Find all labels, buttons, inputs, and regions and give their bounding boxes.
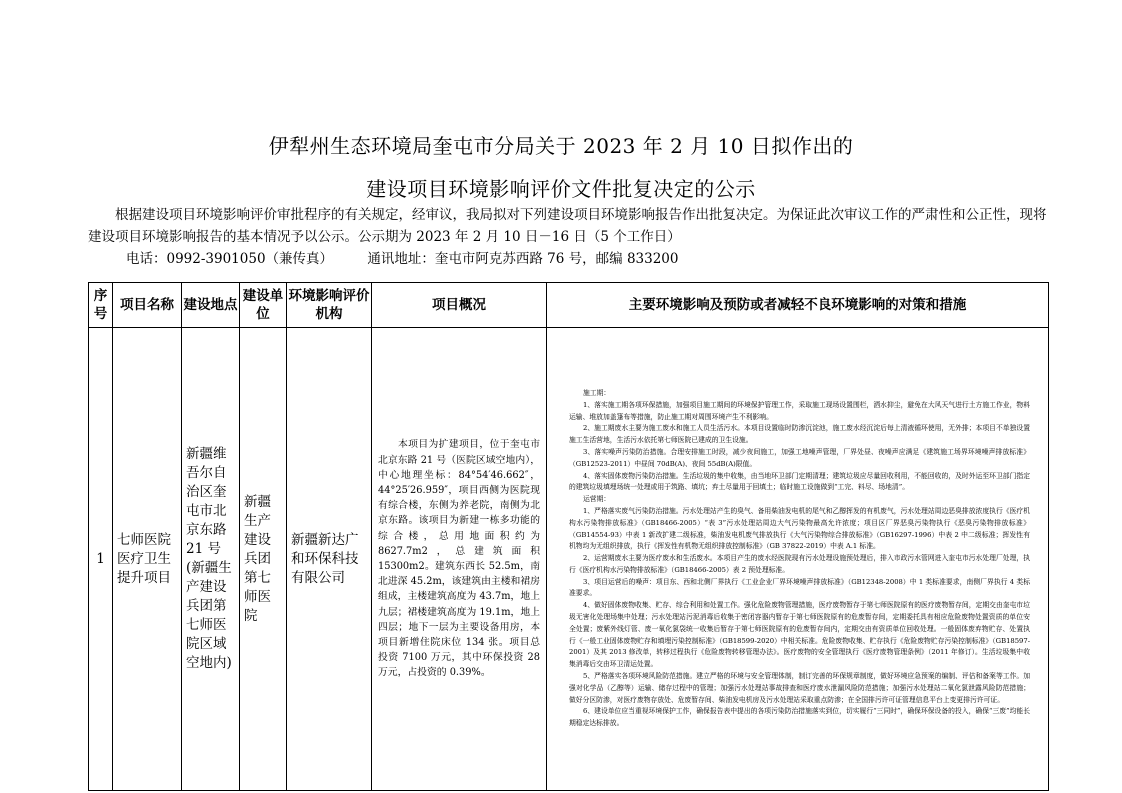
cell-location: 新疆维吾尔自治区奎屯市北京东路 21 号(新疆生产建设兵团第七师医院区域空地内) [182, 328, 240, 791]
cell-unit: 新疆生产建设兵团第七师医院 [240, 328, 287, 791]
measure-item: 2、施工期废水主要为施工废水和施工人员生活污水。本项目设置临时防渗沉淀池，施工废水经沉淀后每上清液循环使用，无外排；本项目不单独设置施工生活营地，生活污水依托第七师医院已建成的卫生设施。 [569, 424, 1030, 445]
cell-no: 1 [89, 328, 113, 791]
contact-line [88, 248, 1048, 270]
header-summary: 项目概况 [372, 283, 547, 328]
measure-item: 3、落实噪声污染防治措施。合理安排施工时段，减少夜间施工，加强工地噪声管理，厂界处昼、夜噪声应满足《建筑施工场界环境噪声排放标准》（GB12523-2011）中昼间 70dB(A)、夜间 55dB(A)限值。 [569, 447, 1030, 468]
header-eia-org: 环境影响评价机构 [287, 283, 372, 328]
title-line-1: 伊犁州生态环境局奎屯市分局关于 2023 年 2 月 10 日拟作出的 [268, 134, 854, 158]
phone-text: 电话：0992-3901050（兼传真） [126, 251, 334, 267]
cell-measures [547, 328, 1049, 791]
header-location: 建设地点 [182, 283, 240, 328]
table-header-row [89, 283, 1049, 328]
measure-item: 2、运营期废水主要为医疗废水和生活废水。本项目产生的废水经医院现有污水处理设施预处理后，排入市政污水管网进入奎屯市污水处理厂处理，执行《医疗机构水污染物排放标准》（GB18466-2005）表 2 预处理标准。 [569, 554, 1030, 574]
header-measures: 主要环境影响及预防或者减轻不良环境影响的对策和措施 [547, 283, 1049, 328]
cell-project-name: 七师医院医疗卫生提升项目 [113, 328, 182, 791]
measure-item: 4、落实固体废物污染防治措施。生活垃圾的集中收集，由当地环卫部门定期清理；建筑垃圾应尽量回收利用，不能回收的，及时外运至环卫部门指定的建筑垃圾填埋场统一处理或用于筑路、填坑；弃土尽量用于回填土；临时施工设施做到“工完、料尽、场地清”。 [569, 471, 1030, 492]
measure-item: 3、项目运营后的噪声：项目东、西和北侧厂界执行《工业企业厂界环境噪声排放标准》（GB12348-2008）中 1 类标准要求，南侧厂界执行 4 类标准要求。 [569, 577, 1030, 598]
measure-item: 6、建设单位应当重视环境保护工作，确保报告表中提出的各项污染防治措施落实到位，切实履行“三同时”，确保环保设备的投入，确保“三废”均能长期稳定达标排放。 [569, 707, 1030, 728]
measure-item: 1、落实施工期各项环保措施，加强项目施工期间的环境保护管理工作，采取施工现场设置围栏，洒水抑尘，避免在大风天气进行土方施工作业，物料运输、堆放加盖篷布等措施，防止施工期对周围环境产生不利影响。 [569, 400, 1030, 421]
measure-heading-construction: 施工期： [583, 388, 611, 397]
summary-text: 本项目为扩建项目，位于奎屯市北京东路 21 号（医院区域空地内），中心地理坐标：84°54′46.662″，44°25′26.959″，项目西侧为医院现有综合楼，东侧为养老院，南侧为北京东路。该项目为新建一栋多功能的综合楼，总用地面积约为 8627.7m2，总建筑面积 15300m2。建筑东西长 52.5m，南北进深 45.2m，该建筑由主楼和裙房组成，主楼建筑高度为 43.7m，地上九层；裙楼建筑高度为 19.1m，地上四层；地下一层为主要设备用房，本项目新增住院床位 134 张。项目总投资 7100 万元，其中环保投资 28 万元，占投资的 0.39%。 [378, 439, 540, 679]
header-unit: 建设单位 [240, 283, 287, 328]
measure-item: 1、严格落实废气污染防治措施。污水处理站产生的臭气、备用柴油发电机的尾气和乙醇挥发的有机废气，污水处理站周边恶臭排放浓度执行《医疗机构水污染物排放标准》（GB18466-2005）“表 3”污水处理站周边大气污染物最高允许浓度；项目区厂界恶臭污染物执行《恶臭污染物排放标准》（GB14554-93）中表 1 新改扩建二级标准，柴油发电机废气排放执行《大气污染物综合排放标准》（GB16297-1996）中表 2 中二级标准；挥发性有机物均为无组织排放，执行《挥发性有机物无组织排放控制标准》（GB 37822-2019）中表 A.1 标准。 [569, 506, 1030, 551]
header-no: 序号 [89, 283, 113, 328]
projects-table [88, 282, 1049, 791]
measure-item: 4、做好固体废物收集、贮存、综合利用和处置工作。强化危险废物管理措施，医疗废物暂存于第七师医院原有的医疗废物暂存间，定期交由奎屯市垃圾无害化处理场集中处理；污水处理站污泥消毒后收集于密闭容器内暂存于第七师医院原有的危废暂存间，定期委托具有相应危险废物处置资质的单位安全处置；废紫外线灯管、废一氧化氯袋统一收集后暂存于第七师医院原有的危废暂存间内，定期交由有资质单位回收处理。一般固体废弃物贮存、处置执行《一般工业固体废物贮存和填埋污染控制标准》（GB18599-2020）中相关标准。危险废物收集、贮存执行《危险废物贮存污染控制标准》（GB18597-2001）及其 2013 修改单，转移过程执行《危险废物转移管理办法》。医疗废物的安全管理执行《医疗废物管理条例》（2011 年修订）。生活垃圾集中收集消毒后交由环卫清运处置。 [569, 601, 1030, 669]
intro-paragraph: 根据建设项目环境影响评价审批程序的有关规定，经审议，我局拟对下列建设项目环境影响报告作出批复决定。为保证此次审议工作的严肃性和公正性，现将建设项目环境影响报告的基本情况予以公示。公示期为 2023 年 2 月 10 日－16 日（5 个工作日） [88, 207, 1047, 245]
measure-heading-operation: 运营期： [583, 495, 611, 504]
cell-eia-org: 新疆新达广和环保科技有限公司 [287, 328, 372, 791]
cell-summary [372, 328, 547, 791]
title-line-2: 建设项目环境影响评价文件批复决定的公示 [366, 177, 756, 201]
address-text: 通讯地址：奎屯市阿克苏西路 76 号，邮编 833200 [367, 251, 679, 267]
measure-item: 5、严格落实各项环境风险防范措施。建立严格的环境与安全管理体制，制订完善的环保规章制度，做好环境应急预案的编制、评估和备案等工作。加强对化学品（乙醇等）运输、储存过程中的管理；加强污水处理站事故排查和医疗废水泄漏风险防范措施；加强污水处理站二氧化氯泄露风险防范措施；做好分区防渗，对医疗废物存放处、危废暂存间、柴油发电机房及污水处理站采取重点防渗；在全国排污许可证管理信息平台上变更排污许可证。 [569, 672, 1030, 704]
table-row [89, 328, 1049, 791]
intro-section [88, 204, 1048, 270]
header-project-name: 项目名称 [113, 283, 182, 328]
